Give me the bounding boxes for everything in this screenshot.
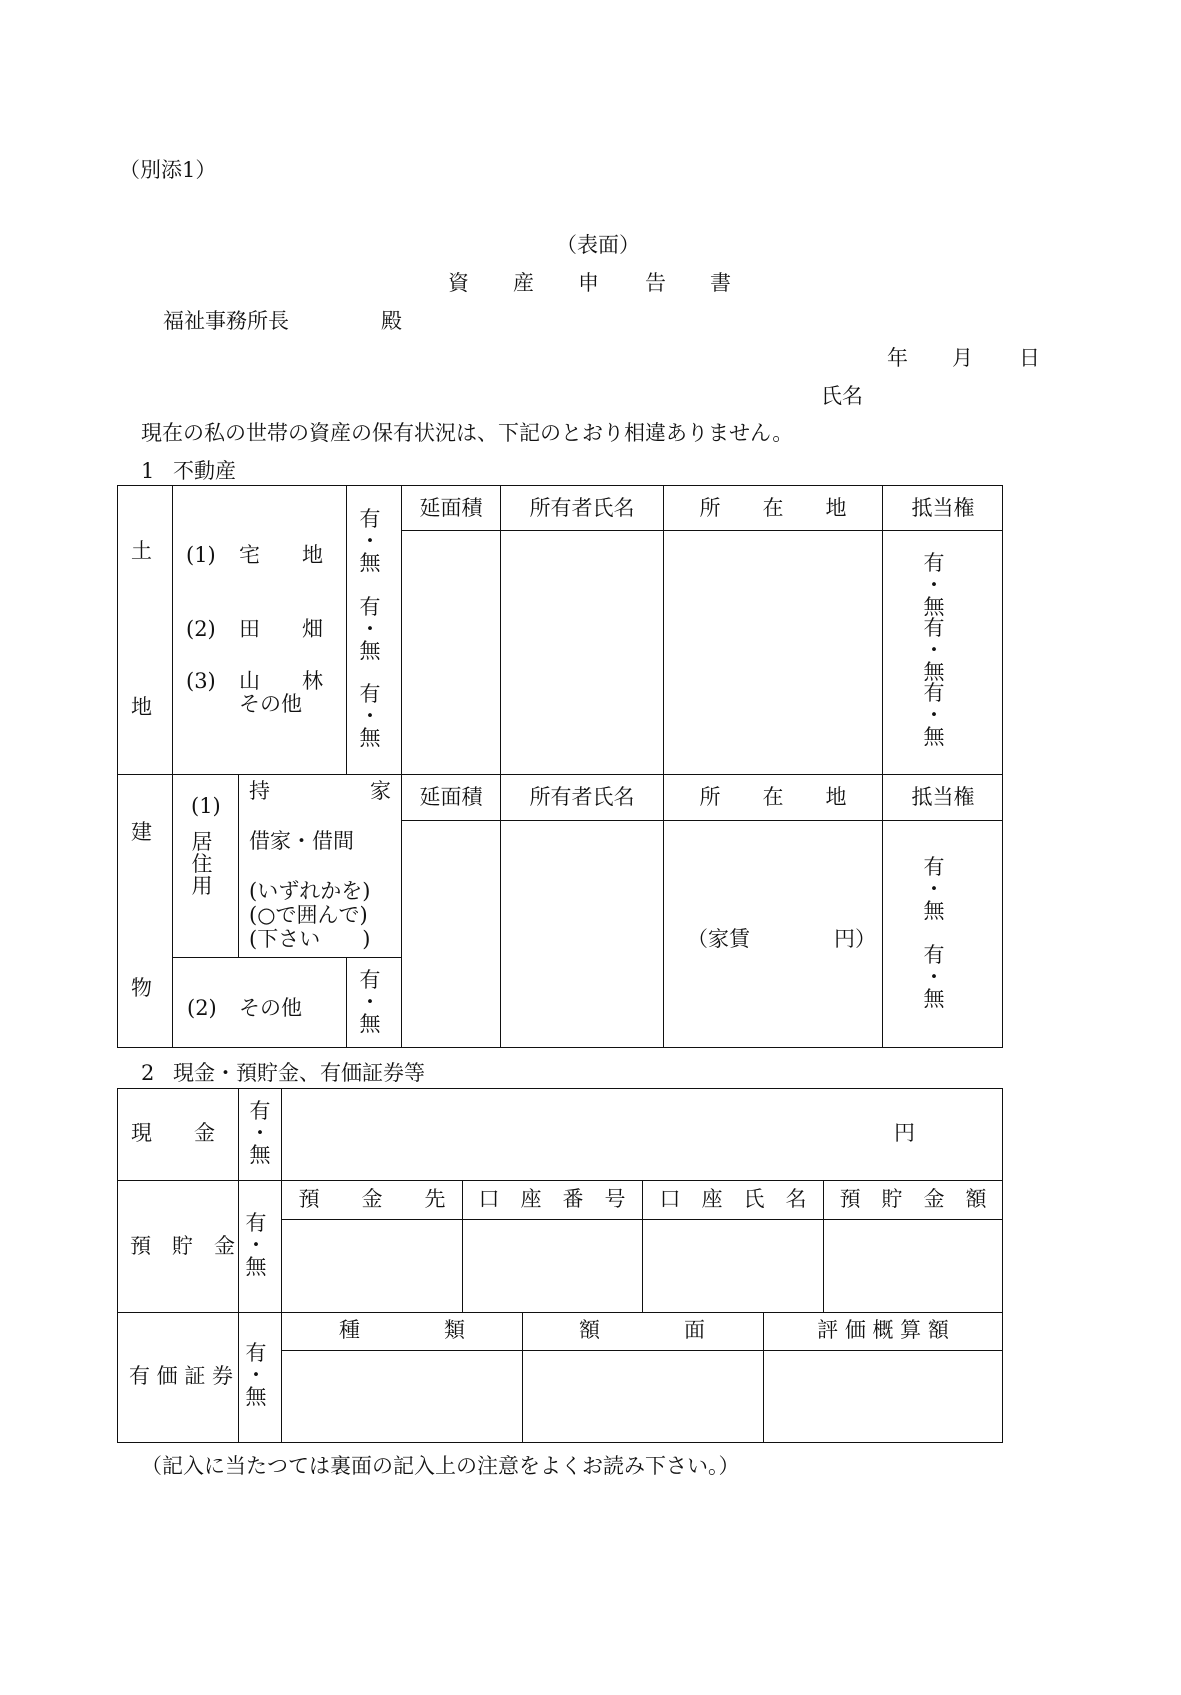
date-month: 月 [952, 346, 973, 370]
side-label: （表面） [556, 233, 640, 257]
circle-note: (下さい ) [249, 927, 371, 951]
title-char: 産 [513, 271, 534, 295]
header-location: 所 在 地 [699, 496, 847, 520]
date-day: 日 [1019, 346, 1040, 370]
addressee-office: 福祉事務所長 [163, 309, 289, 333]
section2-title: 現金・預貯金、有価証券等 [173, 1061, 425, 1085]
mortgage-yes-no[interactable]: 有 ・ 無 [923, 681, 945, 750]
yes-no-choice[interactable]: 有 ・ 無 [359, 595, 381, 664]
mortgage-yes-no[interactable]: 有 ・ 無 [923, 943, 945, 1012]
name-label: 氏名 [821, 384, 863, 408]
rented-house: 借家・借間 [249, 829, 354, 853]
land-label-bottom: 地 [131, 695, 152, 719]
title-char: 申 [578, 271, 599, 295]
declaration-text: 現在の私の世帯の資産の保有状況は、下記のとおり相違ありません。 [141, 421, 794, 445]
building-label-top: 建 [131, 820, 152, 844]
mortgage-yes-no[interactable]: 有 ・ 無 [923, 616, 945, 685]
yes-no-choice[interactable]: 有 ・ 無 [359, 682, 381, 751]
header-face-value: 額 面 [579, 1318, 705, 1342]
mortgage-yes-no[interactable]: 有 ・ 無 [923, 551, 945, 620]
land-item-number: (3) [186, 669, 216, 693]
mortgage-yes-no[interactable]: 有 ・ 無 [923, 855, 945, 924]
yes-no-choice[interactable]: 有 ・ 無 [359, 507, 381, 576]
header-account-number: 口 座 番 号 [478, 1187, 626, 1211]
header-location: 所 在 地 [699, 785, 847, 809]
owned-house-a: 持 [249, 779, 270, 803]
section1-number: 1 [141, 459, 155, 483]
date-year: 年 [887, 346, 908, 370]
addressee-honorific: 殿 [381, 309, 402, 333]
header-security-type: 種 類 [339, 1318, 465, 1342]
rent-amount[interactable]: （家賃 円） [687, 927, 876, 951]
yes-no-choice[interactable]: 有 ・ 無 [245, 1341, 267, 1410]
circle-note: (○で囲んで) [249, 903, 368, 927]
header-floor-area: 延面積 [419, 785, 483, 809]
owned-house-b: 家 [370, 779, 391, 803]
header-savings-amount: 預 貯 金 額 [839, 1187, 987, 1211]
land-item-number: (1) [186, 543, 216, 567]
land-label-top: 土 [131, 539, 152, 563]
land-item-name: 宅 地 [239, 543, 323, 567]
building-label-bottom: 物 [131, 976, 152, 1000]
footer-note: （記入に当たつては裏面の記入上の注意をよくお読み下さい。） [141, 1454, 740, 1478]
residential-number: (1) [191, 794, 221, 818]
other-building-name: その他 [239, 996, 302, 1020]
attachment-label: （別添1） [119, 158, 217, 182]
cash-unit: 円 [894, 1121, 915, 1145]
cash-label: 現 金 [131, 1121, 215, 1145]
header-floor-area: 延面積 [419, 496, 483, 520]
section2-number: 2 [141, 1061, 155, 1085]
header-bank: 預 金 先 [298, 1187, 446, 1211]
securities-label: 有 価 証 券 [129, 1364, 234, 1388]
section1-title: 不動産 [173, 459, 236, 483]
yes-no-choice[interactable]: 有 ・ 無 [245, 1211, 267, 1280]
land-item-sub: その他 [239, 692, 302, 716]
yes-no-choice[interactable]: 有 ・ 無 [249, 1099, 271, 1168]
yes-no-choice[interactable]: 有 ・ 無 [359, 968, 381, 1037]
header-mortgage: 抵当権 [911, 785, 975, 809]
land-item-number: (2) [186, 617, 216, 641]
title-char: 書 [710, 271, 731, 295]
land-item-name: 田 畑 [239, 617, 323, 641]
header-owner-name: 所有者氏名 [529, 496, 635, 520]
land-item-name: 山 林 [239, 669, 323, 693]
header-estimated-value: 評 価 概 算 額 [817, 1318, 949, 1342]
header-account-name: 口 座 氏 名 [659, 1187, 807, 1211]
other-building-number: (2) [187, 996, 217, 1020]
header-owner-name: 所有者氏名 [529, 785, 635, 809]
savings-label: 預 貯 金 [130, 1234, 235, 1258]
residential-label: 居 住 用 [191, 830, 213, 899]
circle-note: (いずれかを) [249, 879, 371, 903]
title-char: 資 [448, 271, 469, 295]
header-mortgage: 抵当権 [911, 496, 975, 520]
title-char: 告 [645, 271, 666, 295]
